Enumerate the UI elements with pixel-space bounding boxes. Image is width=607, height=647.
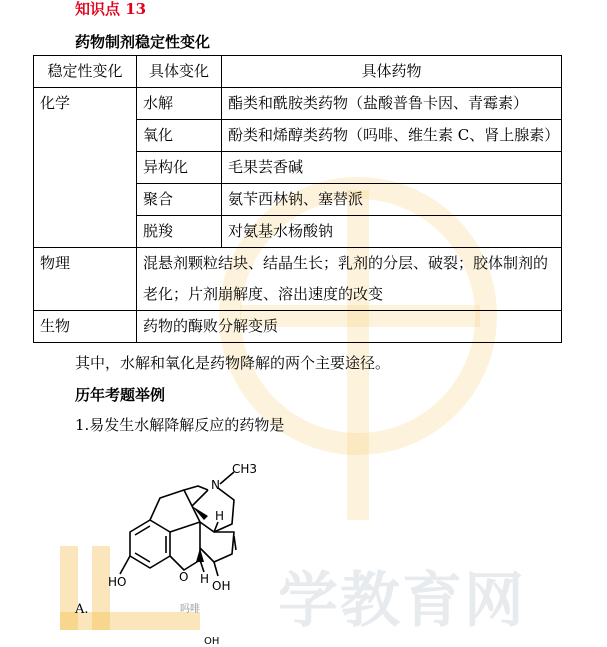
table-row: [34, 88, 562, 120]
alcohol-hydroxyl-label: OH: [212, 579, 231, 593]
drugs-cell: 酚类和烯醇类药物（吗啡、维生素 C、肾上腺素）: [222, 120, 562, 152]
section-title: 药物制剂稳定性变化: [75, 33, 211, 51]
ether-oxygen-label: O: [179, 570, 189, 584]
drugs-cell: 毛果芸香碱: [222, 152, 562, 184]
table-row: [34, 311, 562, 343]
change-cell: 聚合: [137, 184, 222, 216]
header-specific-drugs: 具体药物: [222, 56, 562, 88]
table-header-row: [34, 56, 562, 88]
header-specific-change: 具体变化: [137, 56, 222, 88]
option-a-label: A.: [75, 602, 89, 617]
methyl-label: CH3: [232, 462, 258, 476]
hydrogen-label-2: H: [200, 572, 210, 586]
phenol-hydroxyl-label: HO: [108, 575, 127, 589]
physical-changes-cell: 混悬剂颗粒结块、结晶生长；乳剂的分层、破裂；胶体制剂的老化；片剂崩解度、溶出速度的改变: [137, 248, 562, 311]
header-stability-change: 稳定性变化: [34, 56, 137, 88]
table-row: [34, 248, 562, 311]
question-text: 1.易发生水解降解反应的药物是: [75, 416, 285, 434]
category-chemical: 化学: [34, 88, 137, 248]
knowledge-point-title: 知识点 13: [75, 0, 147, 18]
change-cell: 异构化: [137, 152, 222, 184]
drugs-cell: 氨苄西林钠、塞替派: [222, 184, 562, 216]
exam-section-title: 历年考题举例: [75, 386, 166, 404]
biological-changes-cell: 药物的酶败分解变质: [137, 311, 562, 343]
stability-table: [33, 55, 562, 343]
morphine-structure: [100, 450, 270, 620]
note-paragraph: 其中，水解和氧化是药物降解的两个主要途径。: [75, 354, 391, 372]
change-cell: 氧化: [137, 120, 222, 152]
drugs-cell: 对氨基水杨酸钠: [222, 216, 562, 248]
change-cell: 水解: [137, 88, 222, 120]
nitrogen-label: N: [211, 478, 220, 492]
watermark-text: 学教育网: [278, 566, 526, 636]
drugs-cell: 酯类和酰胺类药物（盐酸普鲁卡因、青霉素）: [222, 88, 562, 120]
next-structure-fragment: OH: [204, 636, 220, 647]
category-physical: 物理: [34, 248, 137, 311]
category-biological: 生物: [34, 311, 137, 343]
structure-caption: 吗啡: [180, 604, 200, 615]
change-cell: 脱羧: [137, 216, 222, 248]
hydrogen-label-1: H: [215, 509, 225, 523]
